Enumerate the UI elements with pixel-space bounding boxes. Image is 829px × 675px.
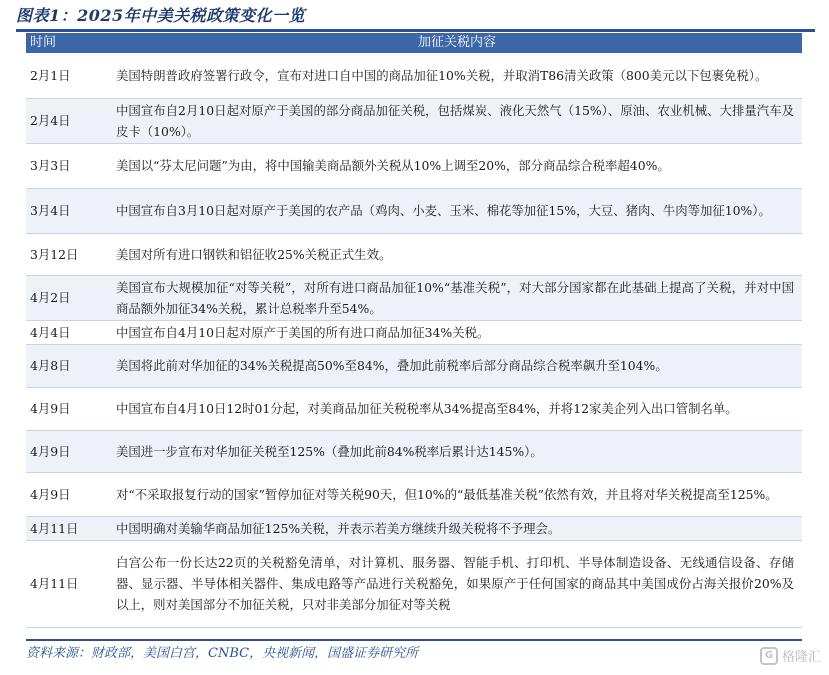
- row-content: 中国宣布自4月10日12时01分起，对美商品加征关税税率从34%提高至84%，并将12家美企列入出口管制名单。: [116, 401, 738, 416]
- table-row: [26, 53, 802, 98]
- watermark: [760, 646, 821, 665]
- figure-title: 图表1：2025年中美关税政策变化一览: [16, 6, 306, 25]
- table-row: [26, 472, 802, 516]
- row-content: 中国宣布自3月10日起对原产于美国的农产品（鸡肉、小麦、玉米、棉花等加征15%，大豆、猪肉、牛肉等加征10%）。: [116, 203, 771, 218]
- row-content: 美国宣布大规模加征“对等关税”，对所有进口商品加征10%“基准关税”，对大部分国家都在此基础上提高了关税，并对中国商品额外加征34%关税，累计总税率升至54%。: [116, 279, 794, 316]
- table-row: [26, 540, 802, 627]
- row-date: 3月12日: [30, 246, 79, 262]
- table-header-row: [26, 33, 802, 53]
- bottom-rule: [26, 639, 802, 641]
- row-date: 2月4日: [30, 113, 71, 128]
- row-content: 白宫公布一份长达22页的关税豁免清单，对计算机、服务器、智能手机、打印机、半导体制造设备、无线通信设备、存储器、显示器、半导体相关器件、集成电路等产品进行关税豁免，如果原产于任何国家的商品其中美国成份占海关报价20%及以上，则对美国部分不加征关税，只对非美部分加征对等关税: [116, 555, 794, 612]
- row-content: 美国对所有进口钢铁和铝征收25%关税正式生效。: [116, 246, 392, 262]
- table-row: [26, 320, 802, 344]
- row-content: 美国进一步宣布对华加征关税至125%（叠加此前84%税率后累计达145%）。: [116, 443, 543, 459]
- watermark-logo-icon: G: [760, 647, 778, 665]
- watermark-label: 格隆汇: [781, 650, 821, 665]
- row-date: 3月4日: [30, 203, 71, 218]
- row-content: 美国特朗普政府签署行政令，宣布对进口自中国的商品加征10%关税，并取消T86清关政策（800美元以下包裹免税）。: [116, 67, 768, 83]
- row-content: 美国以“芬太尼问题”为由，将中国输美商品额外关税从10%上调至20%，部分商品综合税率超40%。: [116, 158, 670, 173]
- header-date: 时间: [30, 35, 57, 50]
- source-note: 资料来源：财政部，美国白宫，CNBC，央视新闻，国盛证券研究所: [26, 646, 419, 661]
- row-content: 中国明确对美输华商品加征125%关税，并表示若美方继续升级关税将不予理会。: [116, 520, 561, 536]
- row-date: 4月4日: [30, 324, 71, 340]
- table-row: [26, 430, 802, 472]
- row-date: 4月9日: [30, 401, 71, 416]
- row-date: 4月8日: [30, 358, 71, 373]
- table-row: [26, 516, 802, 540]
- row-content: 对“不采取报复行动的国家”暂停加征对等关税90天，但10%的“最低基准关税”依然有效，并且将对华关税提高至125%。: [116, 486, 778, 502]
- header-content: 加征关税内容: [417, 35, 496, 50]
- row-date: 4月11日: [30, 576, 79, 591]
- table-body: [26, 53, 802, 627]
- table-row: [26, 233, 802, 275]
- table-row: [26, 188, 802, 233]
- row-date: 4月2日: [30, 290, 71, 305]
- table-row: [26, 344, 802, 387]
- row-content: 美国将此前对华加征的34%关税提高50%至84%，叠加此前税率后部分商品综合税率飙升至104%。: [116, 358, 668, 373]
- row-content: 中国宣布自2月10日起对原产于美国的部分商品加征关税，包括煤炭、液化天然气（15%）、原油、农业机械、大排量汽车及皮卡（10%）。: [116, 102, 794, 139]
- table-row: [26, 143, 802, 188]
- row-date: 4月9日: [30, 443, 71, 459]
- row-date: 4月9日: [30, 486, 71, 502]
- table-row: [26, 275, 802, 320]
- title-rule: [16, 29, 815, 32]
- tariff-table: [26, 33, 802, 628]
- row-date: 4月11日: [30, 520, 79, 536]
- row-content: 中国宣布自4月10日起对原产于美国的所有进口商品加征34%关税。: [116, 324, 490, 340]
- table-row: [26, 98, 802, 143]
- row-date: 3月3日: [30, 158, 71, 173]
- row-date: 2月1日: [30, 67, 71, 83]
- table-row: [26, 387, 802, 430]
